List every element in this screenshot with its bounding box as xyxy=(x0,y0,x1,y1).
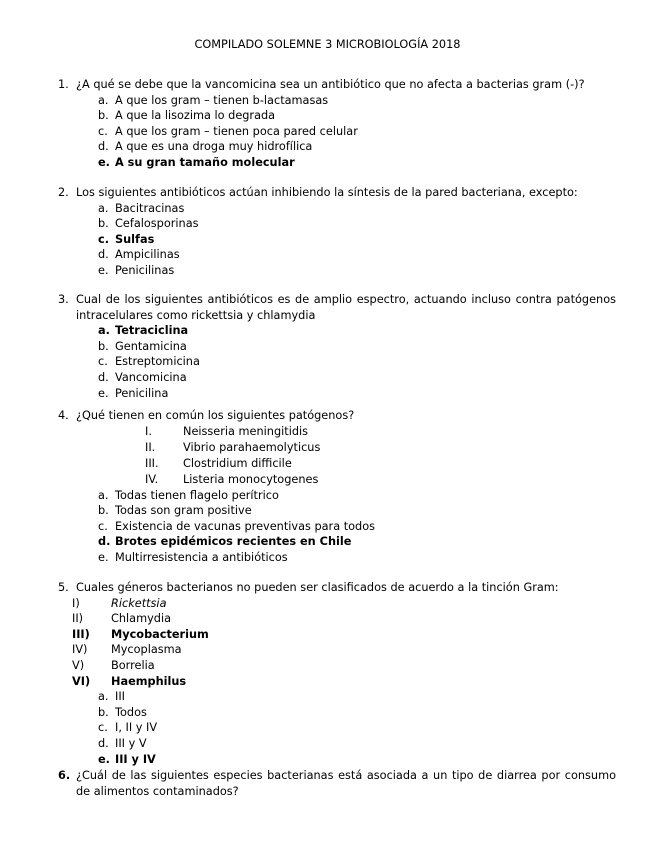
question-number: 3. xyxy=(58,293,69,306)
option-a: a. Bacitracinas xyxy=(98,201,185,215)
option-d: d. Ampicilinas xyxy=(98,248,180,262)
option-a: a. III xyxy=(98,690,125,704)
option-b: b. Gentamicina xyxy=(98,339,187,353)
question-stem: Cuales géneros bacterianos no pueden ser clasificados de acuerdo a la tinción Gram: xyxy=(76,581,559,594)
option-b: b. Todas son gram positive xyxy=(98,504,252,518)
pathogen-list xyxy=(58,424,616,488)
pathogen-item: III. Clostridium difficile xyxy=(145,456,292,470)
option-d: d. Vancomicina xyxy=(98,370,187,384)
option-b: b. Todos xyxy=(98,705,147,719)
pathogen-item: IV. Listeria monocytogenes xyxy=(145,472,319,486)
genus-item-bold: VI) Haemphilus xyxy=(72,674,187,688)
option-e: e. Penicilina xyxy=(98,386,169,400)
question-stem: ¿A qué se debe que la vancomicina sea un antibiótico que no afecta a bacterias gram (-)? xyxy=(76,78,585,91)
option-d: d. A que es una droga muy hidrofílica xyxy=(98,140,313,154)
genera-list xyxy=(54,596,616,690)
pathogen-item: II. Vibrio parahaemolyticus xyxy=(145,440,321,454)
option-c: c. I, II y IV xyxy=(98,721,158,735)
question-stem: Los siguientes antibióticos actúan inhibiendo la síntesis de la pared bacteriana, excepto: xyxy=(76,186,578,199)
question-5 xyxy=(58,580,616,767)
option-a: a. Todas tienen flagelo perítrico xyxy=(98,488,279,502)
option-e-correct: e. III y IV xyxy=(98,752,156,766)
genus-item: IV) Mycoplasma xyxy=(72,643,182,657)
question-stem: ¿Qué tienen en común los siguientes patógenos? xyxy=(76,409,355,422)
genus-item-bold: III) Mycobacterium xyxy=(72,627,209,641)
question-stem: Cual de los siguientes antibióticos es de amplio espectro, actuando incluso contra patógenos intracelulares como rickettsia y chlamydia xyxy=(76,293,616,322)
option-a-correct: a. Tetraciclina xyxy=(98,324,189,338)
question-3 xyxy=(58,292,616,401)
question-6 xyxy=(58,768,616,799)
document-title: COMPILADO SOLEMNE 3 MICROBIOLOGÍA 2018 xyxy=(194,38,461,51)
option-e: e. Penicilinas xyxy=(98,263,175,277)
question-4 xyxy=(58,408,616,566)
options-list xyxy=(58,323,616,401)
question-number: 1. xyxy=(58,78,69,91)
options-list xyxy=(58,201,616,279)
option-d: d. III y V xyxy=(98,736,147,750)
option-e: e. Multirresistencia a antibióticos xyxy=(98,550,288,564)
option-e-correct: e. A su gran tamaño molecular xyxy=(98,155,295,169)
question-number: 5. xyxy=(58,581,69,594)
question-2 xyxy=(58,185,616,279)
option-d-correct: d. Brotes epidémicos recientes en Chile xyxy=(98,535,352,549)
options-list xyxy=(58,93,616,171)
option-c: c. Existencia de vacunas preventivas para todos xyxy=(98,519,376,533)
question-number: 2. xyxy=(58,186,69,199)
question-1 xyxy=(58,77,616,171)
question-number: 4. xyxy=(58,409,69,422)
options-list xyxy=(58,689,616,767)
question-stem: ¿Cuál de las siguientes especies bacterianas está asociada a un tipo de diarrea por consumo de alimentos contaminados? xyxy=(76,769,616,798)
option-a: a. A que los gram – tienen b-lactamasas xyxy=(98,93,329,107)
options-list xyxy=(58,488,616,566)
option-c: c. Estreptomicina xyxy=(98,355,200,369)
genus-item: II) Chlamydia xyxy=(72,612,172,626)
option-b: b. A que la lisozima lo degrada xyxy=(98,109,276,123)
option-c: c. A que los gram – tienen poca pared celular xyxy=(98,124,358,138)
question-number: 6. xyxy=(58,769,71,782)
pathogen-item: I. Neisseria meningitidis xyxy=(145,424,309,438)
genus-item: I) Rickettsia xyxy=(72,596,167,610)
genus-item: V) Borrelia xyxy=(72,658,155,672)
option-b: b. Cefalosporinas xyxy=(98,217,199,231)
option-c-correct: c. Sulfas xyxy=(98,232,155,246)
